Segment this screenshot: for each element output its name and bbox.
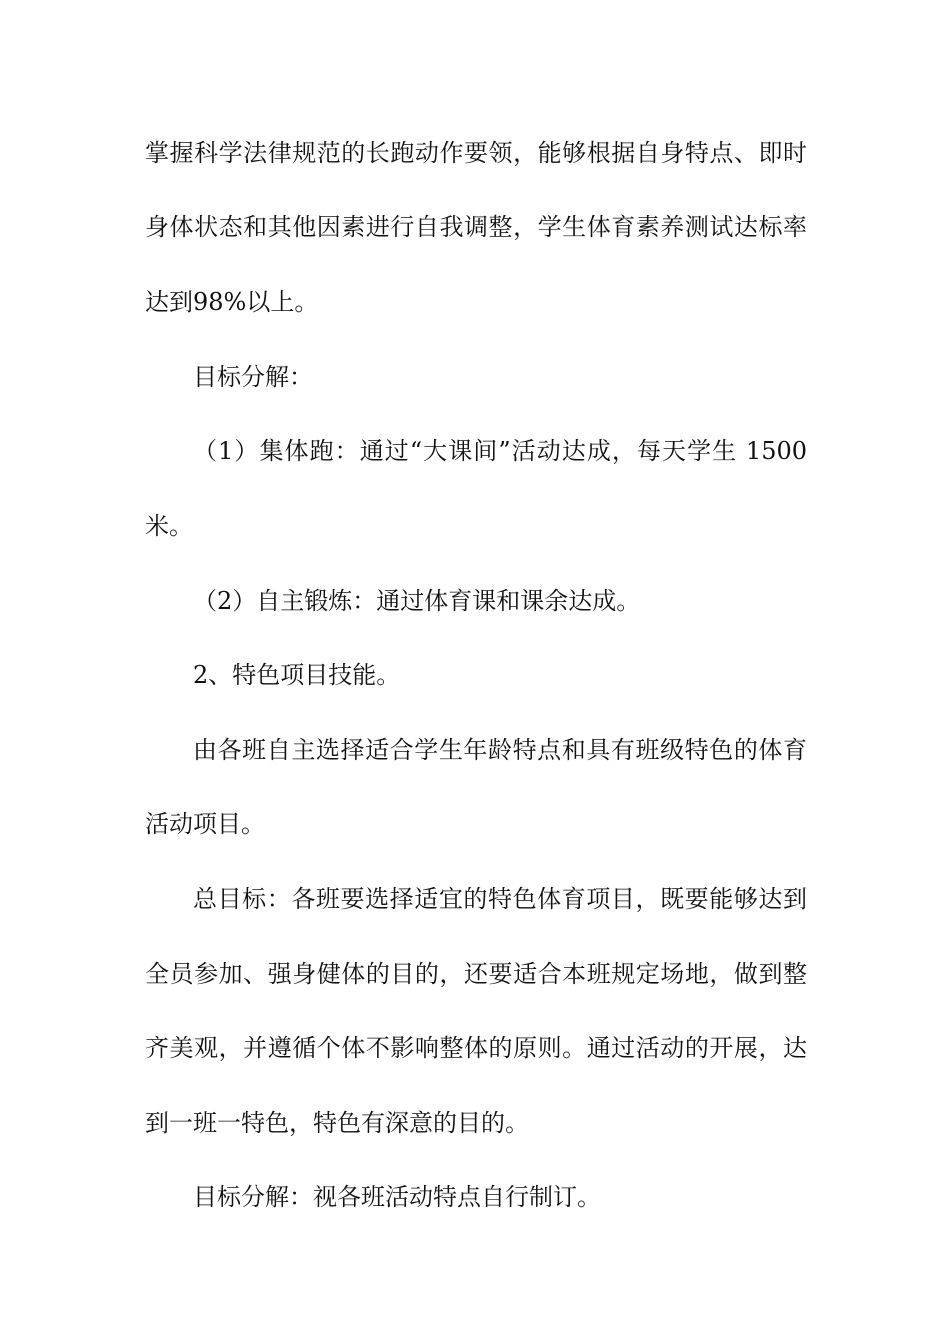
body-text-line: 全员参加、强身健体的目的，还要适合本班规定场地，做到整 [145,960,807,988]
body-text-line: 到一班一特色，特色有深意的目的。 [145,1109,529,1137]
body-text-line: 达到98%以上。 [145,288,319,316]
section-heading-line: 2、特色项目技能。 [193,661,401,689]
body-text-line: 由各班自主选择适合学生年龄特点和具有班级特色的体育 [193,736,807,764]
subheading-text-line: 目标分解：视各班活动特点自行制订。 [193,1183,601,1211]
subheading-text-line: 目标分解： [193,363,313,391]
list-item-text-line: （1）集体跑：通过“大课间”活动达成，每天学生 1500 [193,437,807,465]
body-text-line: 总目标：各班要选择适宜的特色体育项目，既要能够达到 [193,885,807,913]
list-item-text-line: 米。 [145,512,193,540]
body-text-line: 身体状态和其他因素进行自我调整，学生体育素养测试达标率 [145,213,807,241]
body-text-line: 齐美观，并遵循个体不影响整体的原则。通过活动的开展，达 [145,1034,807,1062]
body-text-line: 活动项目。 [145,810,265,838]
list-item-text-line: （2）自主锻炼：通过体育课和课余达成。 [193,587,641,615]
body-text-line: 掌握科学法律规范的长跑动作要领，能够根据自身特点、即时 [145,139,807,167]
